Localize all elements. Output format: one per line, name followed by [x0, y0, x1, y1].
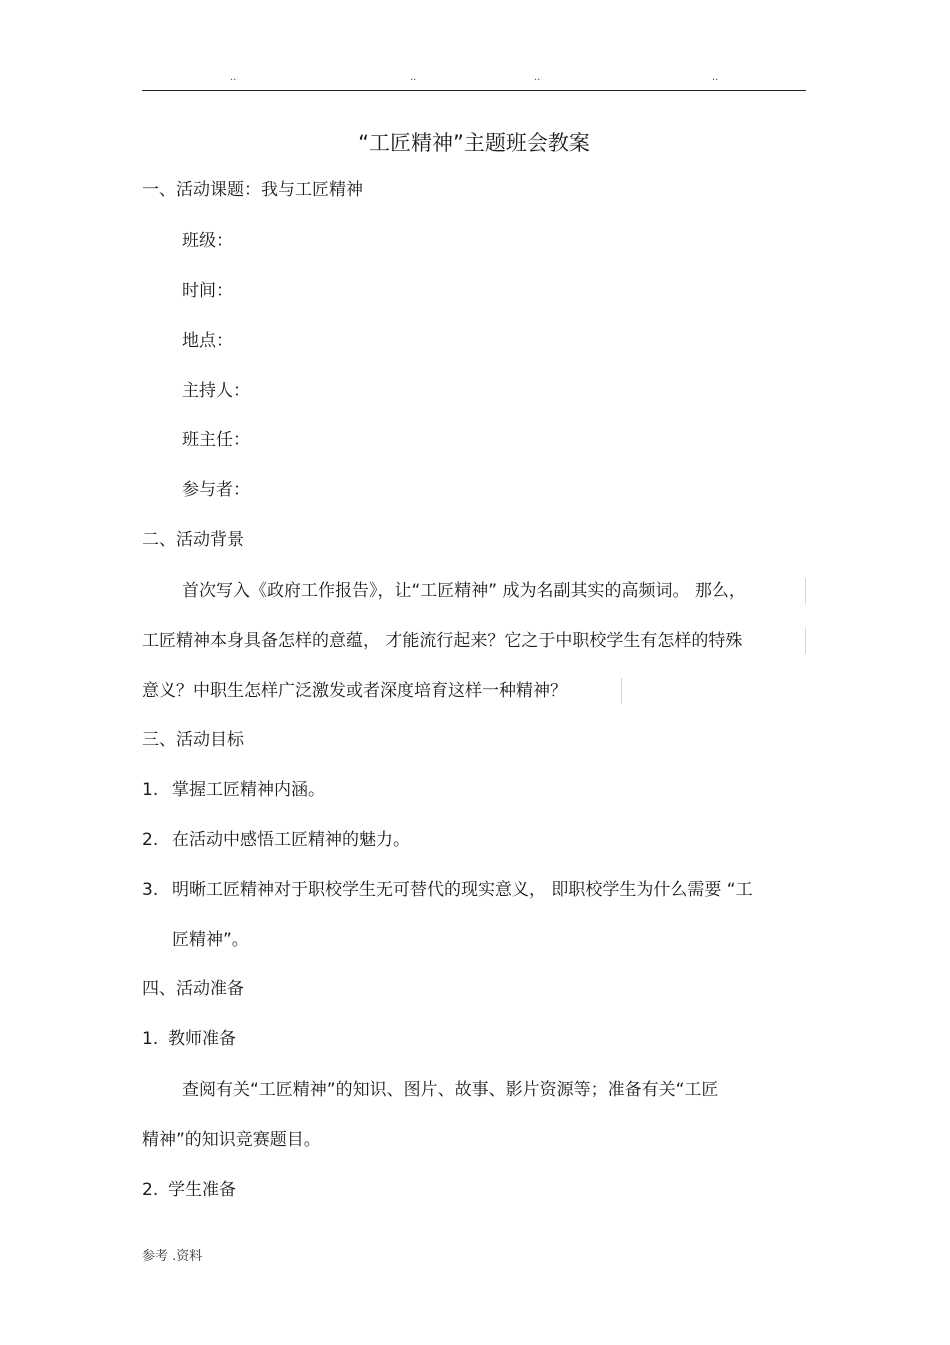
document-title: “工匠精神”主题班会教案 [358, 131, 590, 155]
page-header [142, 72, 806, 90]
section-heading: 四、活动准备 [142, 979, 244, 999]
field-class: 班级： [182, 231, 233, 251]
list-item [142, 878, 753, 902]
list-number: 2. [142, 830, 159, 850]
paragraph-line: 意义？中职生怎样广泛激发或者深度培育这样一种精神？ [142, 681, 567, 701]
subheading [142, 1027, 236, 1051]
section-heading: 二、活动背景 [142, 530, 244, 550]
list-text-continuation: 匠精神”。 [172, 930, 249, 950]
header-mark: .. [410, 72, 417, 83]
field-host: 主持人： [182, 381, 250, 401]
list-item [142, 778, 325, 802]
text-box-edge [805, 578, 806, 604]
header-mark: .. [534, 72, 541, 83]
paragraph-line: 查阅有关“工匠精神”的知识、图片、故事、影片资源等；准备有关“工匠 [182, 1080, 719, 1100]
list-number: 3. [142, 880, 159, 900]
section-heading: 一、活动课题：我与工匠精神 [142, 180, 363, 200]
paragraph-line: 工匠精神本身具备怎样的意蕴， 才能流行起来？它之于中职校学生有怎样的特殊 [142, 631, 743, 651]
paragraph-line: 精神”的知识竞赛题目。 [142, 1130, 321, 1150]
list-number: 2. [142, 1180, 159, 1200]
field-head-teacher: 班主任： [182, 430, 250, 450]
field-location: 地点： [182, 331, 233, 351]
header-rule [142, 90, 806, 91]
field-time: 时间： [182, 281, 233, 301]
subheading-text: 教师准备 [168, 1029, 236, 1049]
list-number: 1. [142, 1029, 159, 1049]
text-box-edge [621, 678, 622, 704]
header-mark: .. [230, 72, 237, 83]
field-participants: 参与者： [182, 480, 250, 500]
list-text: 在活动中感悟工匠精神的魅力。 [172, 830, 410, 850]
list-text: 掌握工匠精神内涵。 [172, 780, 325, 800]
subheading-text: 学生准备 [168, 1180, 236, 1200]
section-heading: 三、活动目标 [142, 730, 244, 750]
header-mark: .. [712, 72, 719, 83]
list-text: 明晰工匠精神对于职校学生无可替代的现实意义， 即职校学生为什么需要 “工 [172, 880, 753, 900]
list-number: 1. [142, 780, 159, 800]
paragraph-line: 首次写入《政府工作报告》，让“工匠精神” 成为名副其实的高频词。 那么， [182, 581, 746, 601]
text-box-edge [805, 628, 806, 654]
subheading [142, 1178, 236, 1202]
list-item [142, 828, 410, 852]
page-footer: 参考 .资料 [142, 1249, 203, 1264]
